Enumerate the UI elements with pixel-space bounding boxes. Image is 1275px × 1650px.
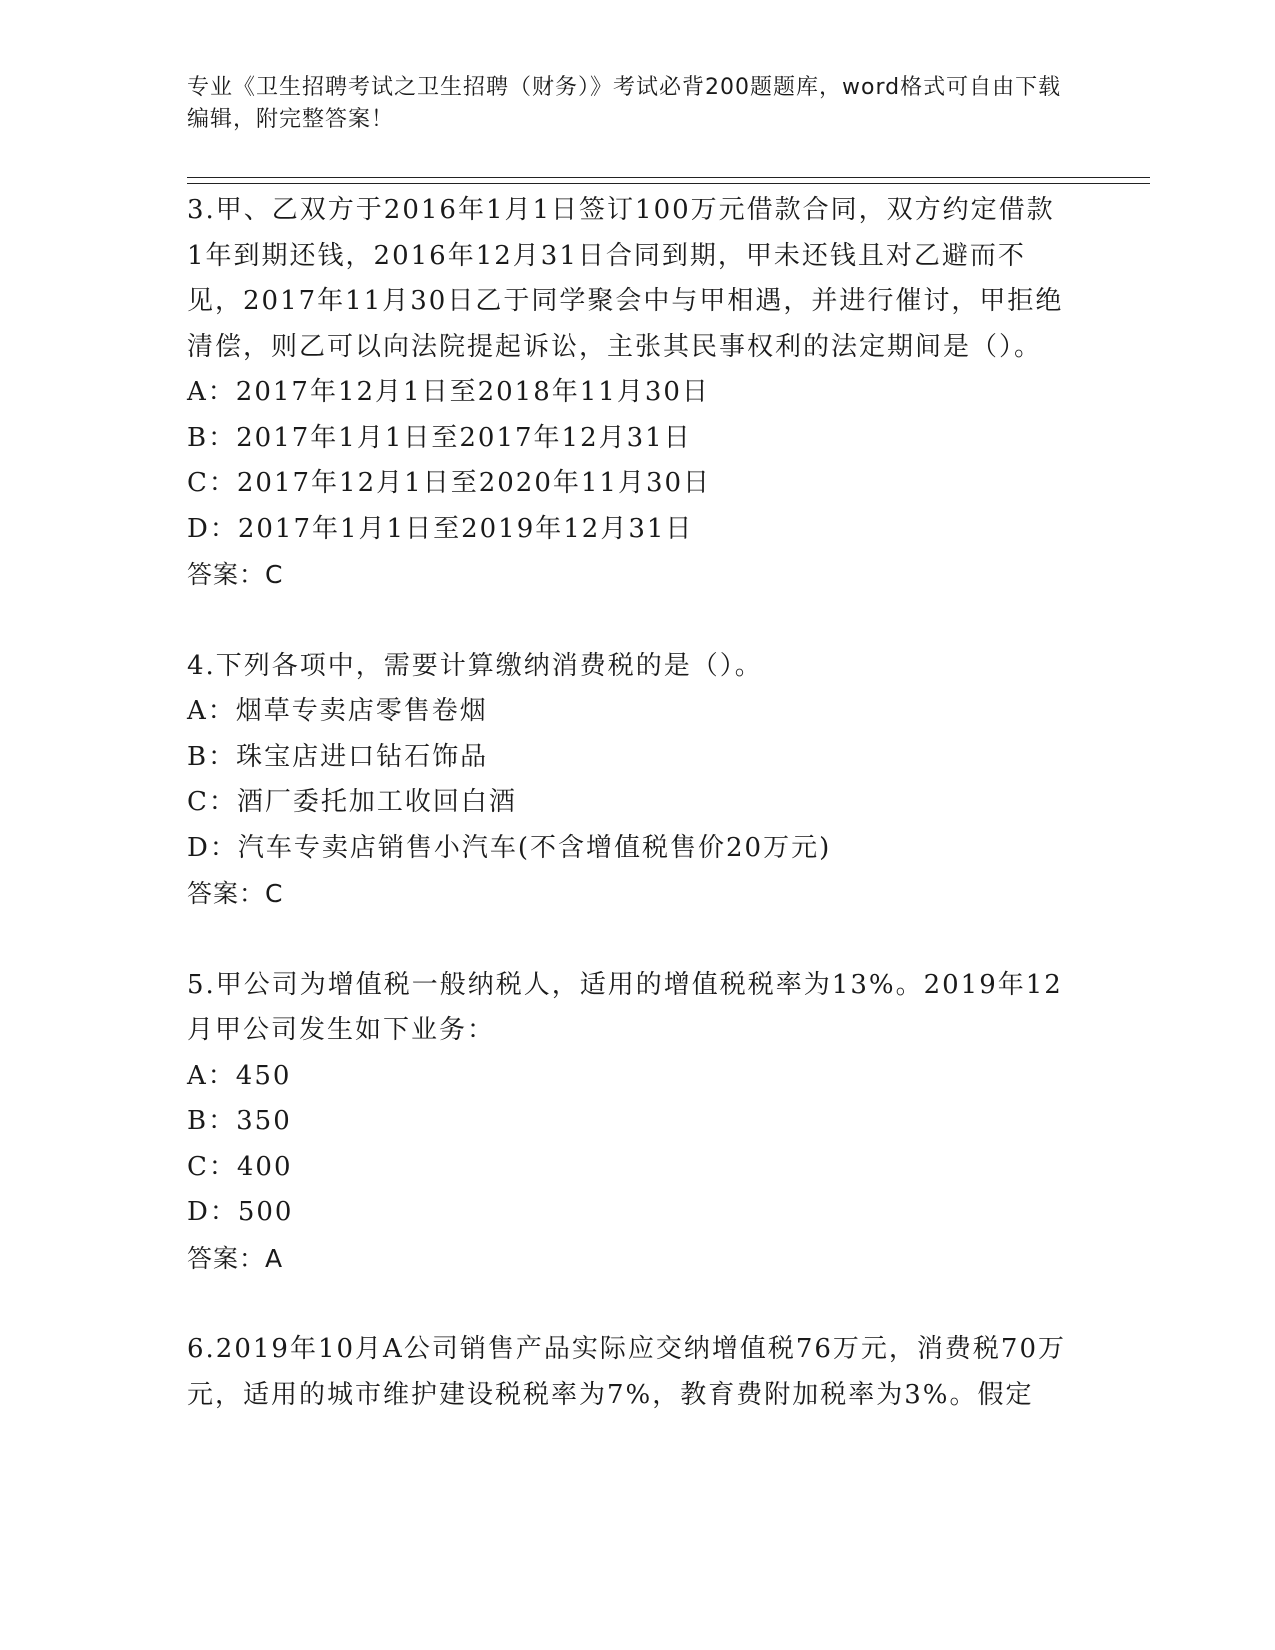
document-title: 专业《卫生招聘考试之卫生招聘（财务）》考试必背200题题库，word格式可自由下载编辑，附完整答案！	[187, 75, 1062, 132]
option-b: B：2017年1月1日至2017年12月31日	[187, 422, 692, 453]
option-b: B：珠宝店进口钻石饰品	[187, 741, 489, 772]
question-6	[187, 1327, 1067, 1418]
question-4	[187, 644, 1067, 917]
question-5	[187, 963, 1067, 1282]
option-d: D：汽车专卖店销售小汽车(不含增值税售价20万元)	[187, 832, 832, 863]
page-header	[187, 72, 1067, 136]
option-c: C：400	[187, 1151, 293, 1182]
option-d: D：500	[187, 1197, 294, 1227]
question-stem: 6.2019年10月A公司销售产品实际应交纳增值税76万元，消费税70万元，适用的城市维护建设税税率为7%，教育费附加税率为3%。假定	[187, 1334, 1067, 1410]
option-a: A：2017年12月1日至2018年11月30日	[187, 377, 710, 407]
question-stem: 3.甲、乙双方于2016年1月1日签订100万元借款合同，双方约定借款1年到期还钱，2016年12月31日合同到期，甲未还钱且对乙避而不见，2017年11月30日乙于同学聚会中与甲相遇，并进行催讨，甲拒绝清偿，则乙可以向法院提起诉讼，主张其民事权利的法定期间是（）。	[187, 195, 1064, 362]
option-d: D：2017年1月1日至2019年12月31日	[187, 513, 694, 544]
option-a: A：450	[187, 1060, 292, 1091]
option-c: C：酒厂委托加工收回白酒	[187, 787, 517, 817]
option-c: C：2017年12月1日至2020年11月30日	[187, 468, 712, 498]
answer-label: 答案：A	[187, 1243, 284, 1273]
question-3	[187, 188, 1067, 598]
option-b: B：350	[187, 1106, 292, 1136]
answer-label: 答案：C	[187, 560, 284, 589]
header-divider	[187, 177, 1150, 184]
option-a: A：烟草专卖店零售卷烟	[187, 696, 488, 726]
question-stem: 4.下列各项中，需要计算缴纳消费税的是（）。	[187, 650, 763, 681]
question-list	[187, 188, 1067, 1464]
answer-label: 答案：C	[187, 879, 284, 908]
question-stem: 5.甲公司为增值税一般纳税人，适用的增值税税率为13%。2019年12月甲公司发生如下业务：	[187, 969, 1063, 1045]
